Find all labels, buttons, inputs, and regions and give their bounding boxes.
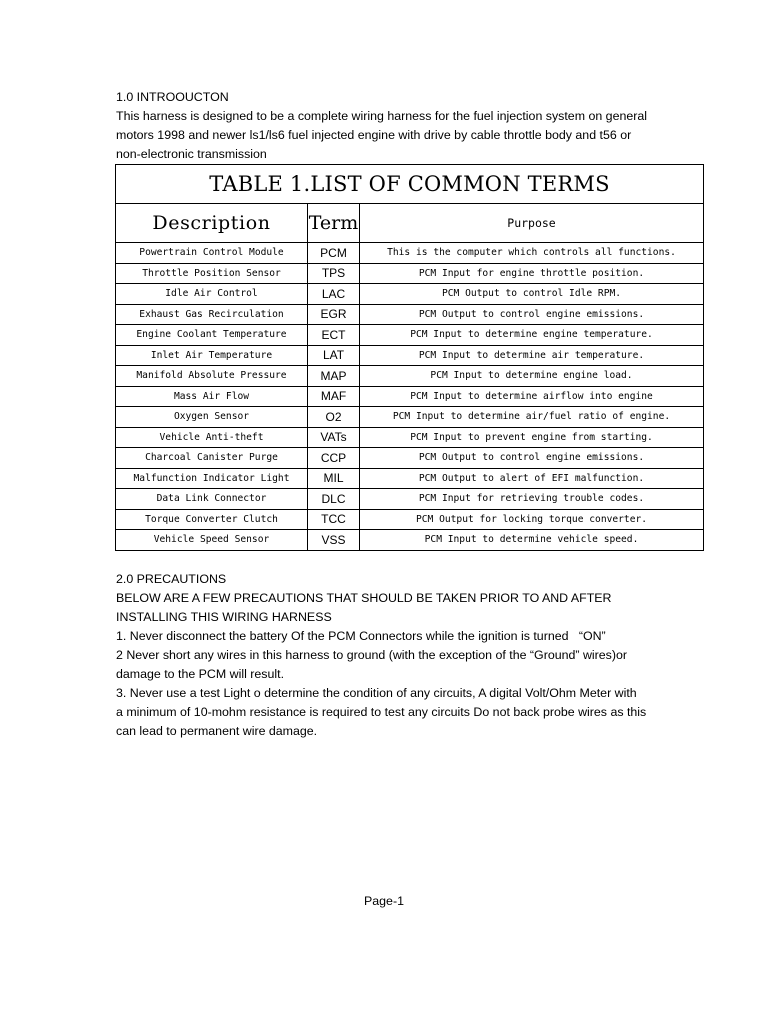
term-purpose: PCM Input to determine engine temperature. (360, 325, 704, 346)
term-abbreviation: O2 (308, 407, 360, 428)
term-purpose: PCM Output to control engine emissions. (360, 448, 704, 469)
term-purpose: This is the computer which controls all functions. (360, 243, 704, 264)
term-purpose: PCM Input to determine engine load. (360, 366, 704, 387)
table-title-row (116, 165, 704, 204)
term-abbreviation: PCM (308, 243, 360, 264)
term-description: Torque Converter Clutch (116, 509, 308, 530)
term-abbreviation: MAP (308, 366, 360, 387)
table-row (116, 325, 704, 346)
precautions-line: a minimum of 10-mohm resistance is required to test any circuits Do not back probe wires as this (116, 705, 647, 719)
table-row (116, 530, 704, 551)
term-description: Manifold Absolute Pressure (116, 366, 308, 387)
precautions-line: INSTALLING THIS WIRING HARNESS (116, 610, 332, 624)
table-row (116, 509, 704, 530)
term-purpose: PCM Output to control engine emissions. (360, 304, 704, 325)
term-description: Exhaust Gas Recirculation (116, 304, 308, 325)
table-row (116, 284, 704, 305)
term-description: Data Link Connector (116, 489, 308, 510)
precautions-heading: 2.0 PRECAUTIONS (116, 572, 227, 586)
table-row (116, 263, 704, 284)
term-description: Inlet Air Temperature (116, 345, 308, 366)
term-abbreviation: VSS (308, 530, 360, 551)
term-description: Charcoal Canister Purge (116, 448, 308, 469)
intro-heading: 1.0 INTROOUCTON (116, 90, 229, 104)
table-title: TABLE 1.LIST OF COMMON TERMS (116, 165, 704, 204)
term-abbreviation: ECT (308, 325, 360, 346)
precautions-line: 3. Never use a test Light o determine the condition of any circuits, A digital Volt/Ohm Meter with (116, 686, 637, 700)
term-purpose: PCM Input to determine vehicle speed. (360, 530, 704, 551)
term-purpose: PCM Input to determine air temperature. (360, 345, 704, 366)
term-abbreviation: LAT (308, 345, 360, 366)
term-abbreviation: DLC (308, 489, 360, 510)
header-term: Term (308, 204, 360, 243)
term-description: Mass Air Flow (116, 386, 308, 407)
term-description: Engine Coolant Temperature (116, 325, 308, 346)
precautions-line: 1. Never disconnect the battery Of the PCM Connectors while the ignition is turned “ON” (116, 629, 606, 643)
term-description: Malfunction Indicator Light (116, 468, 308, 489)
term-abbreviation: TCC (308, 509, 360, 530)
term-abbreviation: TPS (308, 263, 360, 284)
table-row (116, 366, 704, 387)
precautions-line: damage to the PCM will result. (116, 667, 285, 681)
table-header-row (116, 204, 704, 243)
term-purpose: PCM Output to alert of EFI malfunction. (360, 468, 704, 489)
term-description: Throttle Position Sensor (116, 263, 308, 284)
intro-line: This harness is designed to be a complete wiring harness for the fuel injection system on general (116, 109, 648, 123)
common-terms-table (115, 164, 704, 551)
intro-line: motors 1998 and newer ls1/ls6 fuel injected engine with drive by cable throttle body and t56 or (116, 128, 632, 142)
page-number: Page-1 (364, 894, 404, 908)
term-description: Vehicle Anti-theft (116, 427, 308, 448)
table-row (116, 345, 704, 366)
term-purpose: PCM Output for locking torque converter. (360, 509, 704, 530)
table-row (116, 386, 704, 407)
table-row (116, 243, 704, 264)
term-abbreviation: LAC (308, 284, 360, 305)
term-abbreviation: CCP (308, 448, 360, 469)
term-purpose: PCM Input to determine airflow into engine (360, 386, 704, 407)
term-description: Vehicle Speed Sensor (116, 530, 308, 551)
table-row (116, 468, 704, 489)
term-abbreviation: MIL (308, 468, 360, 489)
header-purpose: Purpose (360, 204, 704, 243)
term-purpose: PCM Input for engine throttle position. (360, 263, 704, 284)
term-purpose: PCM Output to control Idle RPM. (360, 284, 704, 305)
intro-paragraph (116, 107, 676, 164)
table-row (116, 407, 704, 428)
header-description: Description (116, 204, 308, 243)
term-abbreviation: VATs (308, 427, 360, 448)
term-abbreviation: EGR (308, 304, 360, 325)
intro-line: non-electronic transmission (116, 147, 267, 161)
precautions-line: 2 Never short any wires in this harness to ground (with the exception of the “Ground” wires)or (116, 648, 628, 662)
term-purpose: PCM Input to determine air/fuel ratio of engine. (360, 407, 704, 428)
term-description: Oxygen Sensor (116, 407, 308, 428)
term-description: Powertrain Control Module (116, 243, 308, 264)
term-purpose: PCM Input to prevent engine from starting. (360, 427, 704, 448)
term-abbreviation: MAF (308, 386, 360, 407)
table-row (116, 304, 704, 325)
precautions-line: BELOW ARE A FEW PRECAUTIONS THAT SHOULD BE TAKEN PRIOR TO AND AFTER (116, 591, 612, 605)
precautions-section (116, 570, 676, 741)
table-row (116, 489, 704, 510)
table-row (116, 448, 704, 469)
precautions-line: can lead to permanent wire damage. (116, 724, 318, 738)
term-purpose: PCM Input for retrieving trouble codes. (360, 489, 704, 510)
table-row (116, 427, 704, 448)
term-description: Idle Air Control (116, 284, 308, 305)
